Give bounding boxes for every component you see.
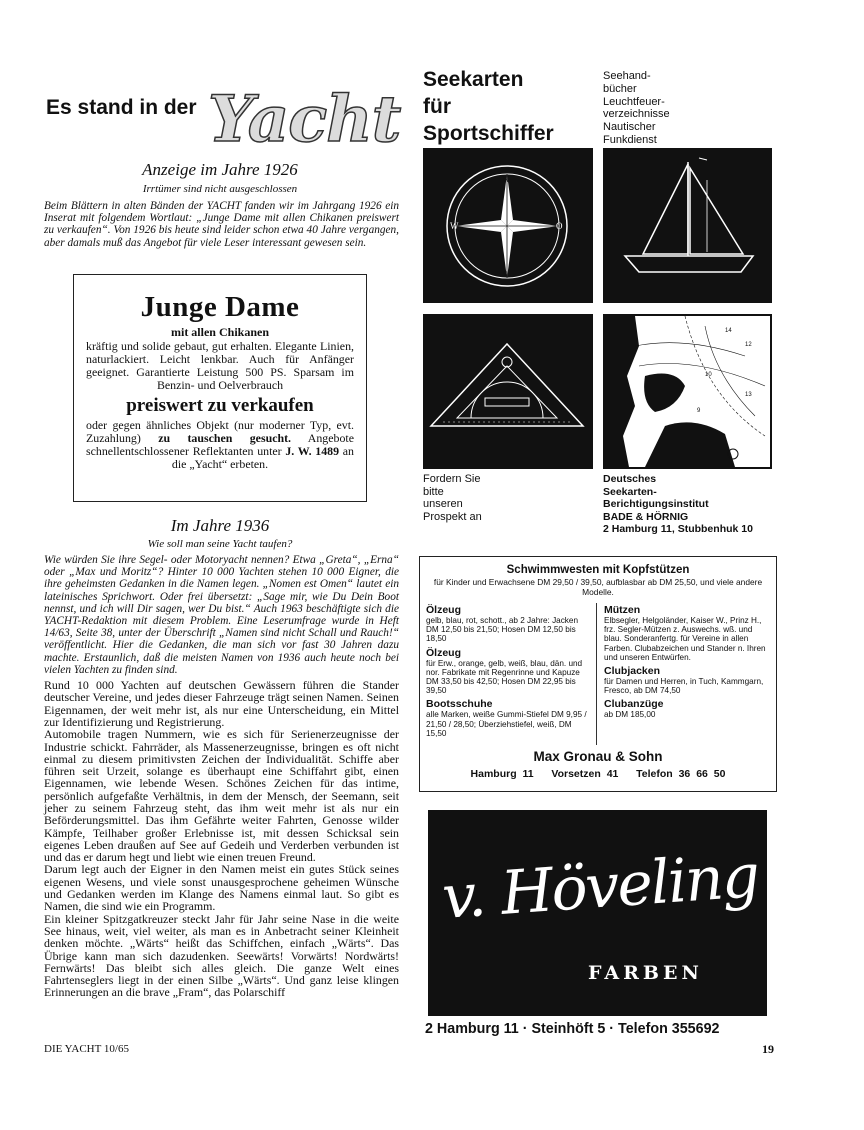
svg-text:9: 9	[697, 408, 701, 414]
product-heading: Bootsschuhe	[426, 698, 493, 711]
hoeveling-ad	[428, 810, 767, 1016]
footer-issue: DIE YACHT 10/65	[44, 1043, 129, 1055]
fordern-line: Fordern Sie	[423, 473, 481, 485]
product-line: Leuchtfeuer-	[603, 95, 665, 108]
institute-line: Deutsches	[603, 473, 657, 485]
section-title-1936: Im Jahre 1936	[170, 516, 270, 535]
ad-code: J. W. 1489	[285, 444, 340, 458]
fordern-text	[423, 473, 482, 523]
intro-1926: Beim Blättern in alten Bänden der YACHT fanden wir im Jahrgang 1926 ein Inserat mit folgendem Wortlaut: „Junge Dame mit allen Chikanen preiswert zu verkaufen“. Von 1926 bis heute sind leider schon etwa 40 Jahre vergangen, aber damals muß das Angebot für viele Leser interessant gewesen sein.	[44, 200, 399, 249]
seekarten-title-line: für	[423, 95, 451, 118]
compass-letter-s: S	[503, 270, 508, 279]
product-heading: Mützen	[604, 604, 641, 616]
gronau-title: Schwimmwesten mit Kopfstützen	[506, 564, 690, 576]
ad-text-2c: Angebote schnellentschlossener Reflektanten unter	[86, 431, 354, 458]
paragraph-3: Darum legt auch der Eigner in den Namen meist ein gutes Stück seines eigenen Wesens, und viele sonst unausgesprochene geheimen Wünsche und Gedanken werden im Klange des Namens einmal laut. So gibt es Namen, die sind wie ein Programm.	[44, 862, 399, 914]
compass-rose-panel	[423, 148, 593, 303]
vintage-ad-box	[73, 274, 367, 502]
institute-address	[603, 473, 753, 536]
section-subtitle-1936: Wie soll man seine Yacht taufen?	[147, 538, 293, 550]
hoeveling-address: 2 Hamburg 11 · Steinhöft 5 · Telefon 355692	[425, 1021, 720, 1037]
article-1936	[44, 554, 399, 999]
paragraph-4: Ein kleiner Spitzgatkreuzer steckt Jahr für Jahr seine Nase in die weite See hinaus, weit, viel weiter, als man es in Anbetracht seiner Kleinheit denken möchte. „Wärts“ heißt das Schiffchen, einfach „Wärts“. Das Übrige kann man sich dazudenken. Seewärts! Vorwärts! Nordwärts! Fernwärts! Das bleibt sich alles gleich. Die ganze Welt eines Fahrtenseglers liegt in der einen Silbe „Wärts“. Und ganz leise klingen Erinnerungen an die brave „Fram“, das Polarschiff	[44, 911, 399, 1000]
product-line: verzeichnisse	[603, 108, 670, 121]
ad-headline: Junge Dame	[140, 291, 300, 323]
nautical-triangle-panel	[423, 314, 593, 469]
page-number: 19	[762, 1042, 774, 1056]
fordern-line: unseren	[423, 498, 463, 510]
svg-text:12: 12	[745, 342, 752, 348]
sea-chart-map-icon	[605, 316, 770, 467]
svg-text:14: 14	[725, 328, 732, 334]
seekarten-title-line: Seekarten	[423, 68, 524, 91]
column-divider	[596, 603, 597, 745]
ad-text-1: kräftig und solide gebaut, gut erhalten. Elegante Linien, naturlackiert. Leicht lenkbar. Auch für Anfänger geeignet. Garantierte Leistung 500 PS. Sparsam im Benzin- und Oelverbrauch	[86, 339, 354, 392]
gronau-company-name: Max Gronau & Sohn	[533, 749, 663, 764]
seekarten-title	[423, 66, 554, 147]
institute-line: BADE & HÖRNIG	[603, 510, 689, 523]
ad-headline-2: preiswert zu verkaufen	[126, 395, 314, 416]
hoeveling-signature-logo: v. Höveling	[439, 841, 761, 933]
fordern-line: bitte	[423, 485, 444, 498]
gronau-left-column	[426, 603, 592, 741]
product-text: Elbsegler, Helgoländer, Kaiser W., Prinz H., frz. Segler-Mützen z. Auswechs. wß. und blau. Sonderanfertg. für Vereine in allen Farben. Clubabzeichen und Stander n. Ihren und unseren Entwürfen.	[604, 616, 766, 662]
intro-1936: Wie würden Sie ihre Segel- oder Motoryacht nennen? Etwa „Greta“, „Erna“ oder „Max und Moritz“? Hinter 10 000 Yachten stehen 10 000 Eigner, die ihre geheimsten Gedanken in die Namen legen. „Nomen est Omen“ lautet ein lateinisches Sprichwort. Oder frei übersetzt: „Sage mir, wie Du Dein Boot nennst, und ich will Dir sagen, wer Du bist.“ Auch 1963 beschäftigte sich die YACHT-Redaktion mit diesem Problem. Eine Leserumfrage wurde in Heft 14/63, Seite 38, unter der Überschrift „Namen sind nicht Schall und Rauch!“ veröffentlicht. Hier die Gedanken, die man sich vor fast 30 Jahren dazu machte. Erstaunlich, daß die meisten Namen von 1936 auch heute noch bei vielen Yachten zu finden sind.	[44, 554, 399, 676]
paragraph-2: Automobile tragen Nummern, wie es sich für Serienerzeugnisse der Industrie schickt. Fahrräder, als Massenerzeugnisse, bringen es oft nicht einmal zu diesem primitivsten Zeichen der Individualität. Schiffe aber führen seit Urzeit, solange es überhaupt eine Schiffahrt gibt, einen Eigennamen, wie lebende Wesen. Schönes Zeichen für das intime, persönlich aufgefaßte Verhältnis, in dem der Mensch, der Seemann, seit jeher zu seinem Fahrzeug steht, das ihm weit mehr ist als nur ein Beförderungsmittel. Das ihm Gefährte weiter Fahrten, Genosse wilder Kämpfe, Teilhaber großer Erlebnisse ist, mit dessen Schicksal sein eigenes Leben draußen auf See auf Gedeih und Verderben verbunden ist und das er darum hegt und liebt wie einen treuen Freund.	[44, 727, 399, 865]
compass-letter-n: N	[503, 175, 509, 184]
sailboat-icon	[603, 148, 772, 303]
product-line: Nautischer	[603, 121, 656, 134]
seekarten-products	[603, 70, 670, 147]
ad-text-2b: zu tauschen gesucht.	[158, 431, 292, 445]
masthead	[44, 78, 404, 158]
ad-text-2	[86, 419, 354, 471]
section-title-1926: Anzeige im Jahre 1926	[142, 160, 298, 179]
product-line: Seehand-	[603, 70, 651, 82]
svg-text:10: 10	[705, 372, 712, 378]
product-heading: Ölzeug	[426, 604, 462, 616]
product-text: für Erw., orange, gelb, weiß, blau, dän. und nor. Fabrikate mit Regenrinne und Kapuze DM 33,50 bis 42,50; Hosen DM 22,95 bis 39,50	[426, 658, 583, 696]
institute-line: 2 Hamburg 11, Stubbenhuk 10	[603, 523, 753, 535]
product-text: alle Marken, weiße Gummi-Stiefel DM 9,95 / 21,50 / 28,50; Überziehstiefel, weiß, DM 15,50	[426, 710, 587, 738]
ad-text-2d: an die „Yacht“ erbeten.	[171, 444, 354, 471]
svg-text:13: 13	[745, 392, 752, 398]
gronau-right-column	[604, 603, 770, 723]
compass-letter-o: O	[556, 221, 563, 231]
hoeveling-brand: FARBEN	[588, 962, 703, 984]
institute-line: Seekarten-	[603, 485, 657, 498]
institute-line: Berichtigungsinstitut	[603, 498, 709, 510]
product-text: ab DM 185,00	[604, 710, 656, 720]
compass-letter-w: W	[450, 221, 459, 231]
protractor-triangle-icon	[423, 314, 593, 469]
paragraph-1: Rund 10 000 Yachten auf deutschen Gewässern führen die Stander deutscher Vereine, und jedes dieser Fahrzeuge trägt seinen Namen. Seinen Eigennamen, der weit mehr ist, als nur eine Unterscheidung, ein Mittel zur Identifizierung und Registrierung.	[44, 678, 399, 729]
sailboat-panel	[603, 148, 772, 303]
product-text: gelb, blau, rot, schott., ab 2 Jahre: Jacken DM 12,50 bis 21,50; Hosen DM 12,50 bis 18,50	[426, 616, 579, 644]
masthead-prefix: Es stand in der	[46, 96, 197, 119]
compass-rose-icon	[423, 148, 593, 303]
yacht-logo: Yacht	[208, 82, 401, 157]
product-heading: Ölzeug	[426, 646, 462, 659]
product-heading: Clubjacken	[604, 665, 661, 678]
section-subtitle-1926: Irrtümer sind nicht ausgeschlossen	[142, 183, 298, 195]
product-heading: Clubanzüge	[604, 698, 664, 711]
sea-chart-panel	[603, 314, 772, 469]
product-line: Funkdienst	[603, 133, 657, 146]
product-line: bücher	[603, 82, 637, 95]
product-text: für Damen und Herren, in Tuch, Kammgarn, Fresco, ab DM 74,50	[604, 677, 764, 696]
ad-text-2a: oder gegen ähnliches Objekt (nur moderner Typ, evt. Zuzahlung)	[86, 418, 354, 445]
gronau-address: Hamburg 11 Vorsetzen 41 Telefon 36 66 50	[470, 768, 726, 780]
gronau-ad-box	[419, 556, 777, 792]
gronau-subtitle: für Kinder und Erwachsene DM 29,50 / 39,50, aufblasbar ab DM 25,50, und viele andere Modelle.	[433, 577, 763, 597]
seekarten-title-line: Sportschiffer	[423, 122, 554, 145]
ad-subhead: mit allen Chikanen	[170, 325, 269, 339]
fordern-line: Prospekt an	[423, 510, 482, 523]
